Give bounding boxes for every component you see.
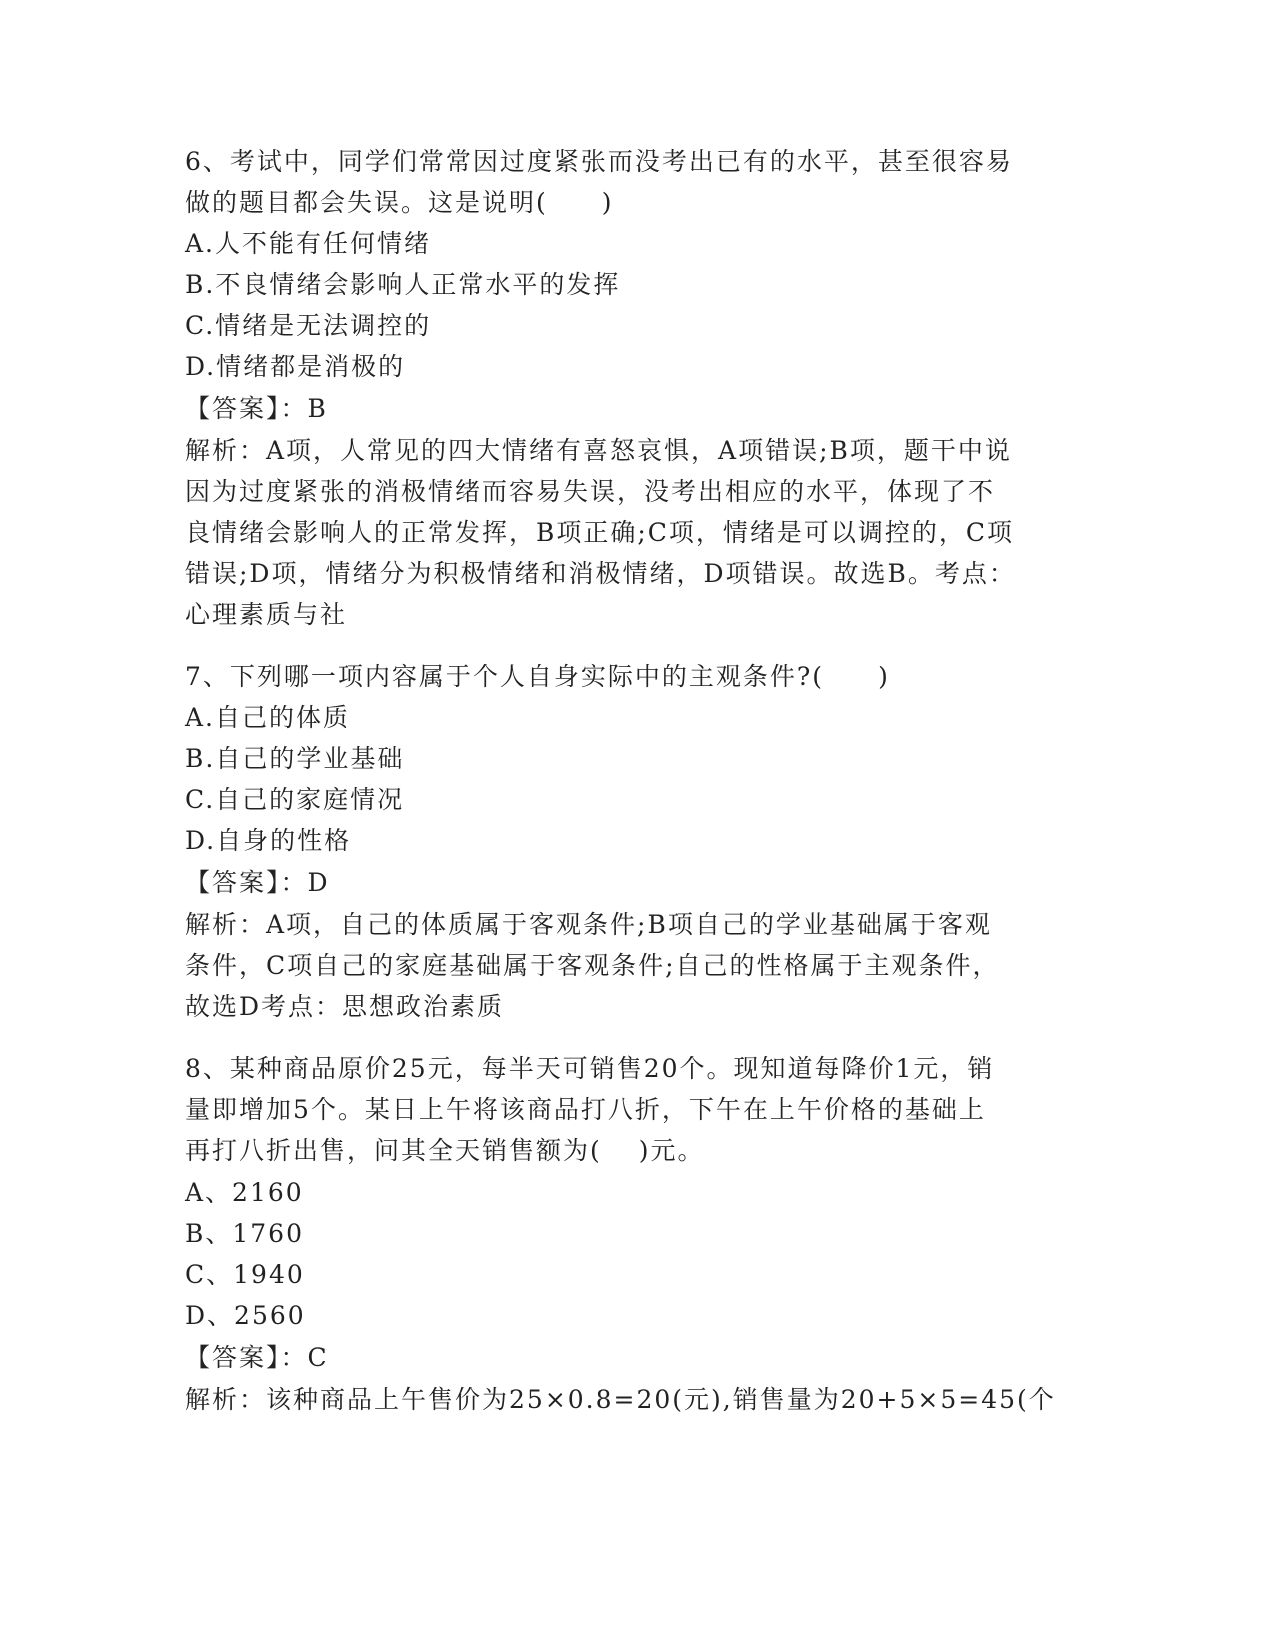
question-7-option-b: B.自己的学业基础 (185, 744, 405, 773)
question-8-stem-line-3: 再打八折出售，问其全天销售额为( )元。 (185, 1136, 705, 1165)
question-6-analysis-line-4: 错误;D项，情绪分为积极情绪和消极情绪，D项错误。故选B。考点： (185, 559, 1016, 588)
question-7-answer: 【答案】：D (185, 868, 330, 897)
question-8-option-b: B、1760 (185, 1219, 304, 1248)
question-6-answer: 【答案】：B (185, 394, 328, 423)
question-8-option-d: D、2560 (185, 1301, 306, 1330)
question-8-analysis-line-1: 解析：该种商品上午售价为25×0.8=20(元),销售量为20+5×5=45(个 (185, 1385, 1056, 1414)
question-8-option-c: C、1940 (185, 1260, 305, 1289)
question-6-option-c: C.情绪是无法调控的 (185, 311, 432, 340)
question-6-option-d: D.情绪都是消极的 (185, 352, 406, 381)
question-7-stem-line-1: 7、下列哪一项内容属于个人自身实际中的主观条件?( ) (185, 662, 890, 691)
question-6-option-b: B.不良情绪会影响人正常水平的发挥 (185, 270, 621, 299)
question-8-stem-line-1: 8、某种商品原价25元，每半天可销售20个。现知道每降价1元，销 (185, 1054, 995, 1083)
question-6-analysis-line-1: 解析：A项，人常见的四大情绪有喜怒哀惧，A项错误;B项，题干中说 (185, 436, 1012, 465)
question-6-stem-line-1: 6、考试中，同学们常常因过度紧张而没考出已有的水平，甚至很容易 (185, 147, 1013, 176)
question-7-option-c: C.自己的家庭情况 (185, 785, 405, 814)
question-8-stem-line-2: 量即增加5个。某日上午将该商品打八折，下午在上午价格的基础上 (185, 1095, 986, 1124)
question-6-option-a: A.人不能有任何情绪 (185, 229, 432, 258)
question-6-stem-line-2: 做的题目都会失误。这是说明( ) (185, 188, 614, 217)
question-6-analysis-line-2: 因为过度紧张的消极情绪而容易失误，没考出相应的水平，体现了不 (185, 477, 996, 506)
question-6-analysis-line-3: 良情绪会影响人的正常发挥，B项正确;C项，情绪是可以调控的，C项 (185, 518, 1015, 547)
question-8-option-a: A、2160 (185, 1178, 304, 1207)
question-7-analysis-line-3: 故选D考点：思想政治素质 (185, 992, 505, 1021)
question-7-analysis-line-1: 解析：A项，自己的体质属于客观条件;B项自己的学业基础属于客观 (185, 910, 992, 939)
question-8-answer: 【答案】：C (185, 1343, 329, 1372)
question-7-option-a: A.自己的体质 (185, 703, 351, 732)
question-7-option-d: D.自身的性格 (185, 826, 352, 855)
question-7-analysis-line-2: 条件，C项自己的家庭基础属于客观条件;自己的性格属于主观条件， (185, 951, 1000, 980)
question-6-analysis-line-5: 心理素质与社 (185, 600, 348, 629)
